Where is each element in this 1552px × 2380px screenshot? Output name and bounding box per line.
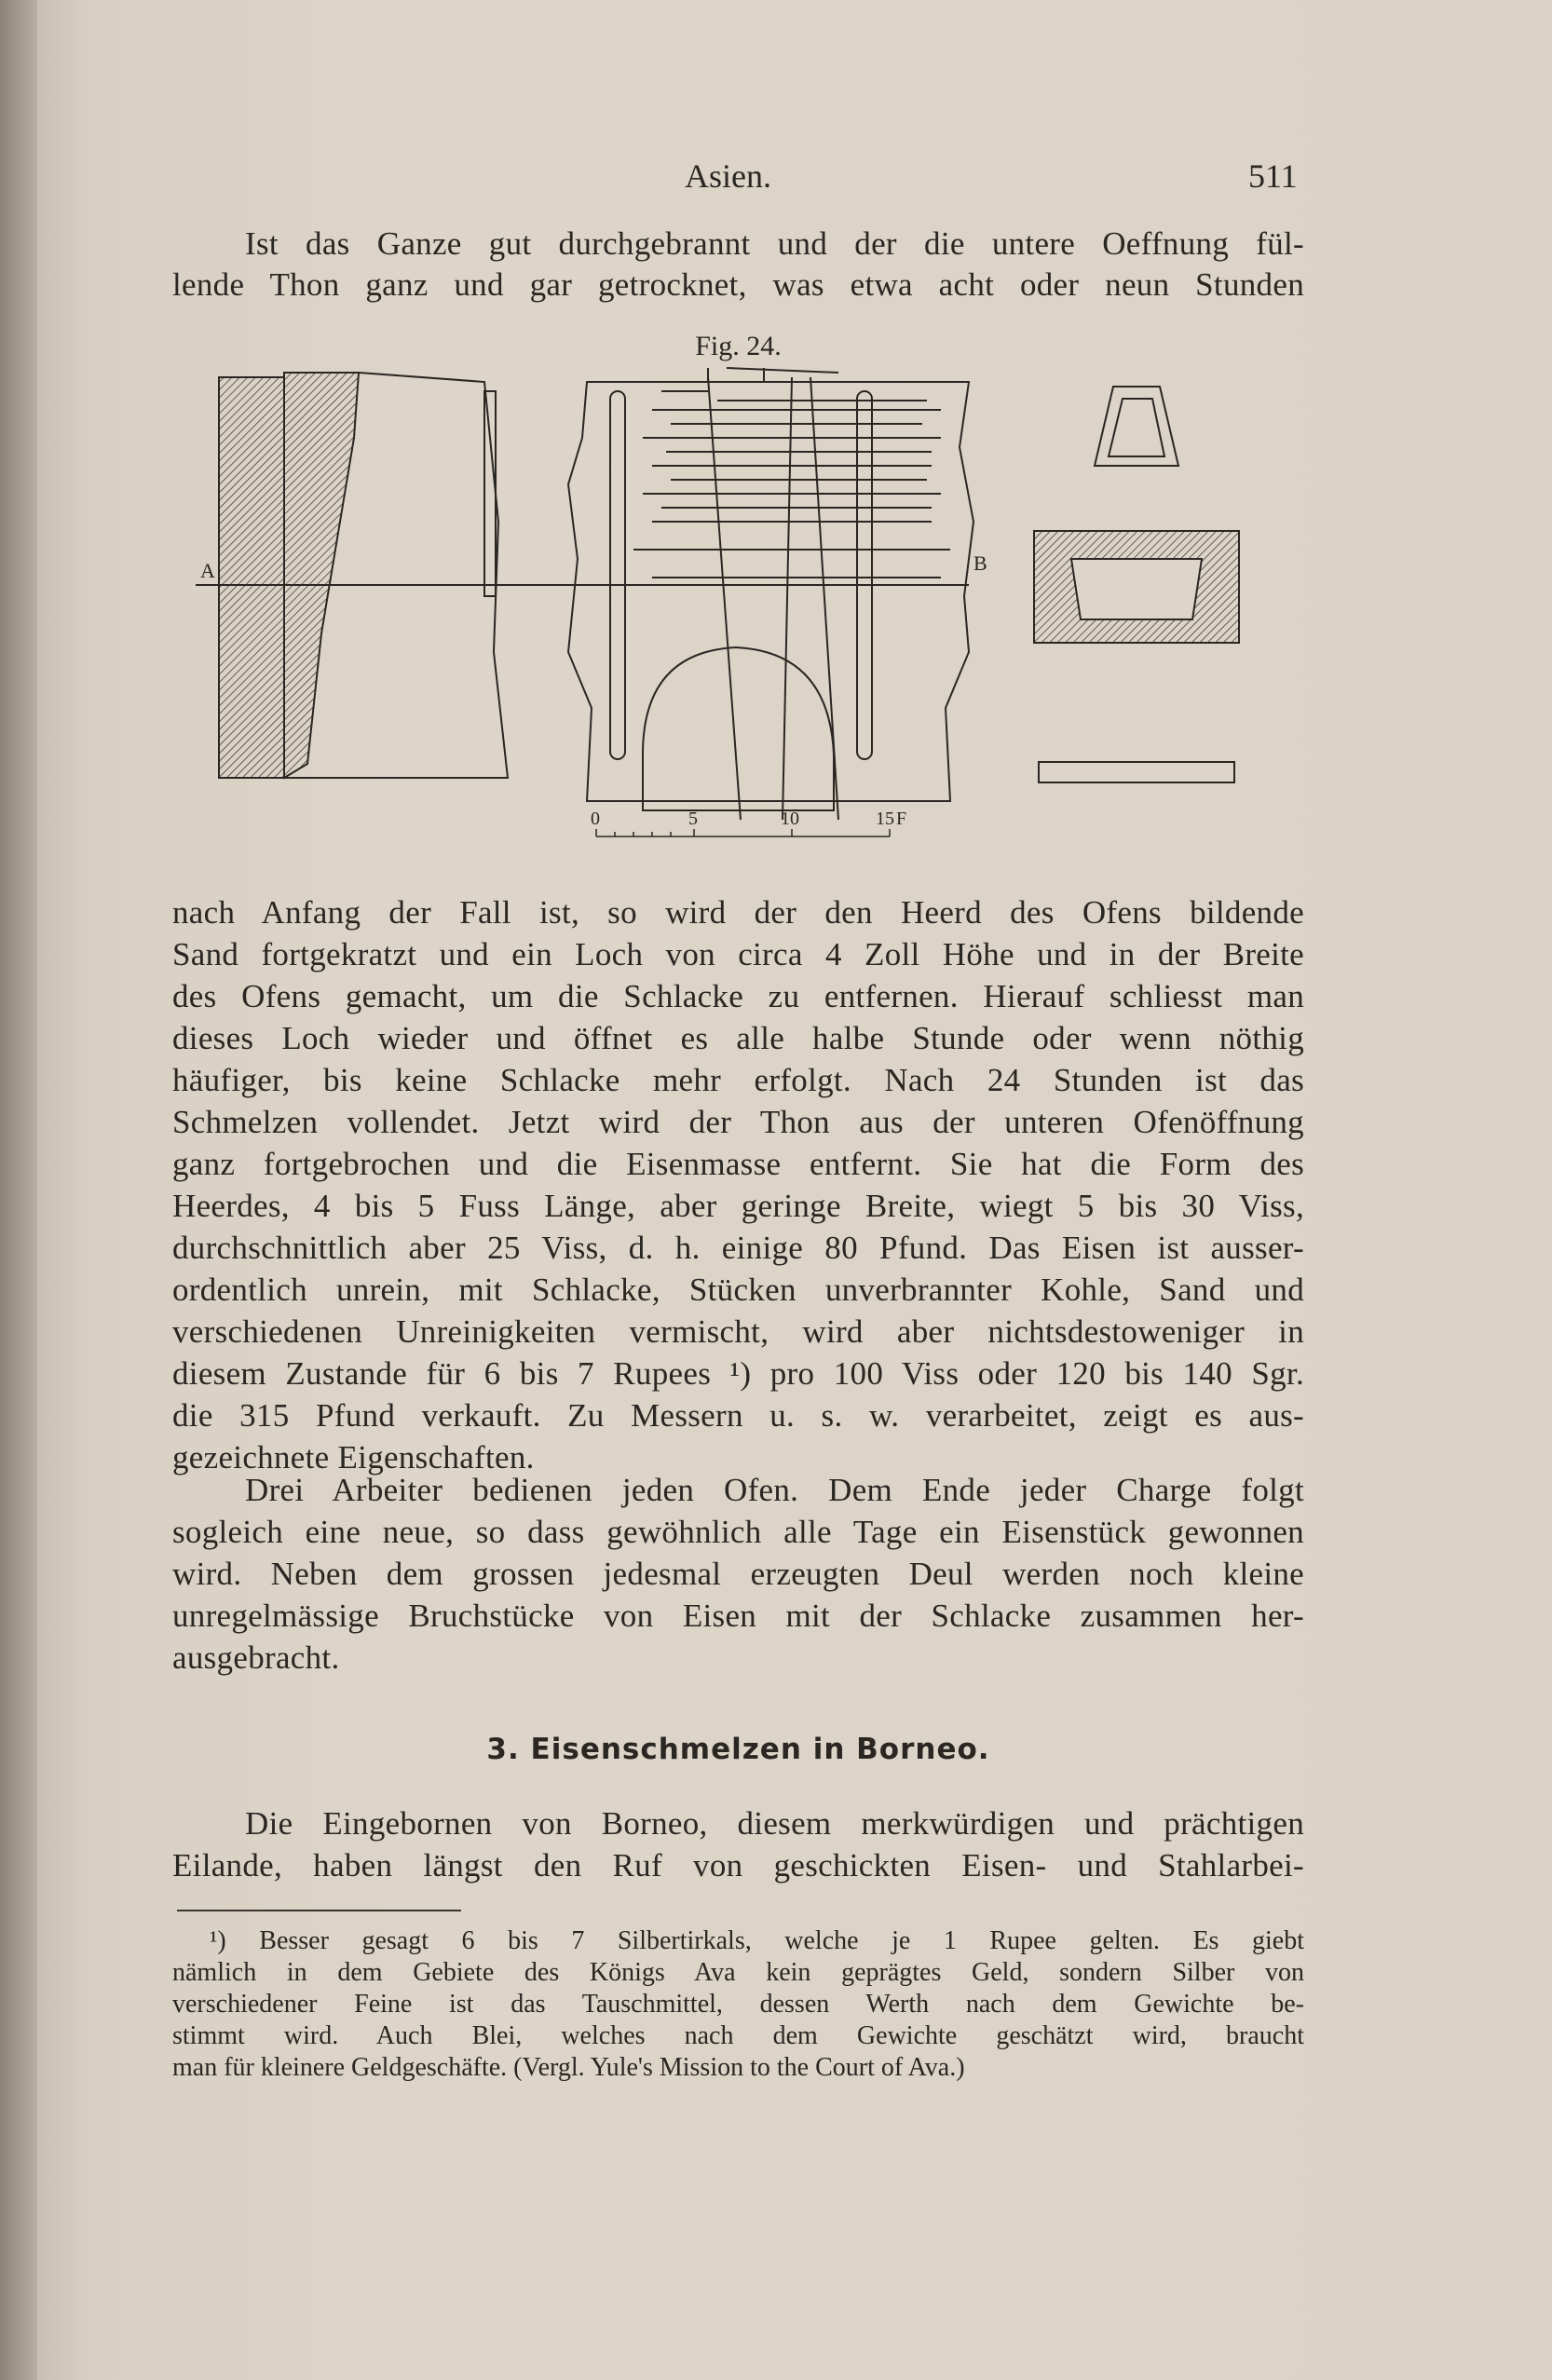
text-line: diesem Zustande für 6 bis 7 Rupees ¹) pro 100 Viss oder 120 bis 140 Sgr. bbox=[172, 1355, 1304, 1392]
text-line: häufiger, bis keine Schlacke mehr erfolgt. Nach 24 Stunden ist das bbox=[172, 1062, 1304, 1098]
scale-tick-15: 15 bbox=[876, 809, 894, 829]
text-line: ¹) Besser gesagt 6 bis 7 Silbertirkals, welche je 1 Rupee gelten. Es giebt bbox=[210, 1926, 1304, 1955]
page-number: 511 bbox=[1248, 157, 1298, 195]
text-line: ganz fortgebrochen und die Eisenmasse entfernt. Sie hat die Form des bbox=[172, 1146, 1304, 1182]
scale-tick-0: 0 bbox=[591, 809, 600, 829]
text-line: Drei Arbeiter bedienen jeden Ofen. Dem Ende jeder Charge folgt bbox=[245, 1472, 1304, 1508]
section-view-left bbox=[219, 373, 508, 778]
text-line: stimmt wird. Auch Blei, welches nach dem Gewichte geschätzt wird, braucht bbox=[172, 2021, 1304, 2050]
footnote-rule bbox=[177, 1910, 461, 1911]
section-heading: 3. Eisenschmelzen in Borneo. bbox=[486, 1733, 990, 1766]
text-line: unregelmässige Bruchstücke von Eisen mit der Schlacke zusammen her- bbox=[172, 1598, 1304, 1634]
text-line: die 315 Pfund verkauft. Zu Messern u. s. w. verarbeitet, zeigt es aus- bbox=[172, 1397, 1304, 1434]
text-line: verschiedenen Unreinigkeiten vermischt, wird aber nichtsdestoweniger in bbox=[172, 1313, 1304, 1350]
text-line: Die Eingebornen von Borneo, diesem merkwürdigen und prächtigen bbox=[245, 1805, 1304, 1842]
text-line: des Ofens gemacht, um die Schlacke zu entfernen. Hierauf schliesst man bbox=[172, 978, 1304, 1014]
figure-24-furnace-drawing bbox=[0, 0, 1552, 894]
scale-bar bbox=[596, 829, 890, 836]
label-b: B bbox=[973, 551, 987, 575]
text-line: durchschnittlich aber 25 Viss, d. h. einige 80 Pfund. Das Eisen ist ausser- bbox=[172, 1230, 1304, 1266]
text-line: Sand fortgekratzt und ein Loch von circa 4 Zoll Höhe und in der Breite bbox=[172, 936, 1304, 972]
front-view-middle bbox=[568, 368, 973, 820]
text-line: ausgebracht. bbox=[172, 1639, 340, 1676]
label-a: A bbox=[200, 559, 215, 582]
text-line: Heerdes, 4 bis 5 Fuss Länge, aber geringe Breite, wiegt 5 bis 30 Viss, bbox=[172, 1188, 1304, 1224]
scale-tick-10: 10 bbox=[781, 809, 799, 829]
text-line: gezeichnete Eigenschaften. bbox=[172, 1439, 535, 1476]
text-line: Eilande, haben längst den Ruf von geschickten Eisen- und Stahlarbei- bbox=[172, 1847, 1304, 1884]
text-line: wird. Neben dem grossen jedesmal erzeugten Deul werden noch kleine bbox=[172, 1556, 1304, 1592]
text-line: nach Anfang der Fall ist, so wird der den Heerd des Ofens bildende bbox=[172, 894, 1304, 931]
scale-tick-5: 5 bbox=[688, 809, 698, 829]
text-line: Ist das Ganze gut durchgebrannt und der die untere Oeffnung fül- bbox=[245, 225, 1304, 262]
text-line: Schmelzen vollendet. Jetzt wird der Thon aus der unteren Ofenöffnung bbox=[172, 1104, 1304, 1140]
scale-unit: F bbox=[896, 809, 907, 829]
text-line: lende Thon ganz und gar getrocknet, was etwa acht oder neun Stunden bbox=[172, 266, 1304, 303]
text-line: dieses Loch wieder und öffnet es alle halbe Stunde oder wenn nöthig bbox=[172, 1020, 1304, 1056]
text-line: man für kleinere Geldgeschäfte. (Vergl. Yule's Mission to the Court of Ava.) bbox=[172, 2053, 965, 2082]
detail-views-right bbox=[1034, 387, 1239, 782]
running-header: Asien. bbox=[685, 157, 771, 195]
figure-caption: Fig. 24. bbox=[695, 331, 782, 361]
text-line: verschiedener Feine ist das Tauschmittel, dessen Werth nach dem Gewichte be- bbox=[172, 1990, 1304, 2019]
text-line: ordentlich unrein, mit Schlacke, Stücken unverbrannter Kohle, Sand und bbox=[172, 1272, 1304, 1308]
text-line: nämlich in dem Gebiete des Königs Ava kein geprägtes Geld, sondern Silber von bbox=[172, 1958, 1304, 1987]
text-line: sogleich eine neue, so dass gewöhnlich alle Tage ein Eisenstück gewonnen bbox=[172, 1514, 1304, 1550]
